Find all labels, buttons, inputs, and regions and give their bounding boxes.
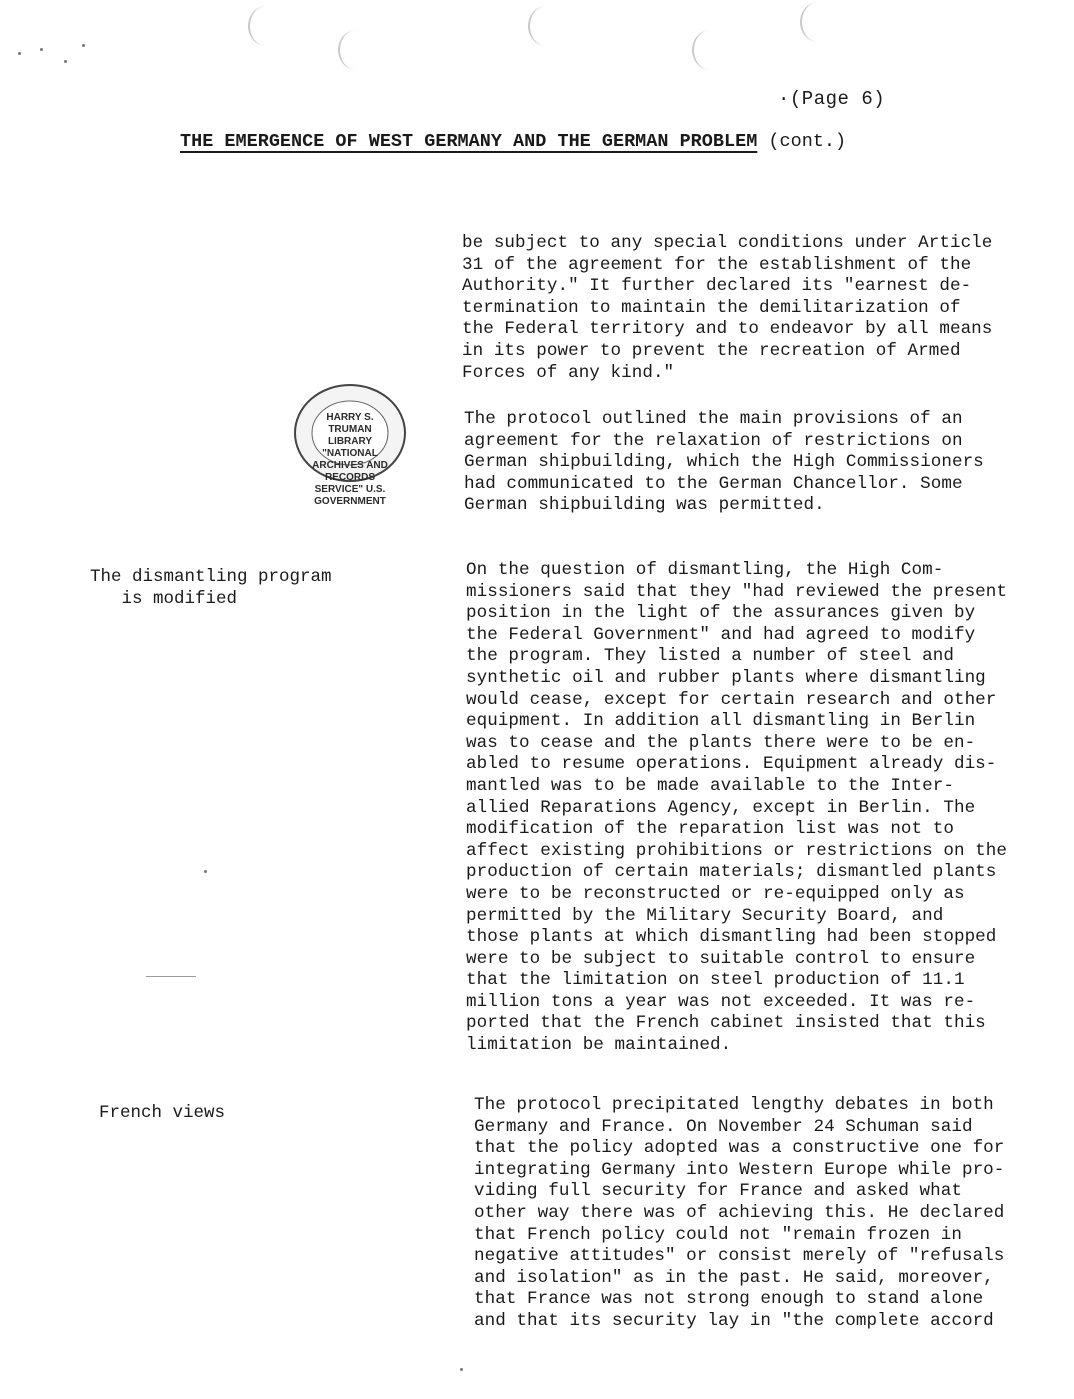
paper-speck (204, 870, 207, 873)
title-suffix: (cont.) (757, 131, 847, 152)
stamp-text: HARRY S. TRUMAN LIBRARY "NATIONAL ARCHIVES AND RECORDS SERVICE" U.S. GOVERNMENT (312, 412, 388, 507)
document-title (180, 131, 846, 152)
paper-speck (64, 60, 67, 63)
paragraph-french-views: The protocol precipitated lengthy debates in both Germany and France. On November 24 Schuman said that the policy adopted was a constructive one for integrating Germany into Western Europe while pro- viding full security for France and asked what other way there was of achieving this. He declared that French policy could not "remain frozen in negative attitudes" or consist merely of "refusals and isolation" as in the past. He said, moreover, that France was not strong enough to stand alone and that its security lay in "the complete accord (474, 1095, 1005, 1331)
punch-hole (248, 6, 284, 46)
archive-stamp (292, 382, 408, 507)
paragraph-shipbuilding: The protocol outlined the main provisions of an agreement for the relaxation of restrictions on German shipbuilding, which the High Commissioners had communicated to the German Chancellor. Some German shipbuilding was permitted. (464, 409, 984, 516)
punch-hole (800, 2, 836, 42)
punch-hole (528, 6, 564, 46)
paragraph-dismantling: On the question of dismantling, the High Com- missioners said that they "had reviewed the present position in the light of the assurances given by the Federal Government" and had agreed to modify the program. They listed a number of steel and synthetic oil and rubber plants where dismantling would cease, except for certain research and other equipment. In addition all dismantling in Berlin was to cease and the plants there were to be en- abled to resume operations. Equipment already dis- mantled was to be made available to the Inter- allied Reparations Agency, except in Berlin. The modification of the reparation list was not to affect existing prohibitions or restrictions on the production of certain materials; dismantled plants were to be reconstructed or re-equipped only as permitted by the Military Security Board, and those plants at which dismantling had been stopped were to be subject to suitable control to ensure that the limitation on steel production of 11.1 million tons a year was not exceeded. It was re- ported that the French cabinet insisted that this limitation be maintained. (466, 560, 1008, 1056)
paper-speck (18, 52, 21, 55)
page-number: ·(Page 6) (778, 88, 886, 110)
punch-hole (692, 30, 728, 70)
stray-mark (146, 976, 196, 977)
paper-speck (82, 44, 85, 47)
paper-speck (460, 1368, 463, 1371)
punch-hole (338, 30, 374, 70)
paragraph-article-31: be subject to any special conditions under Article 31 of the agreement for the establishment of the Authority." It further declared its "earnest de- termination to maintain the demilitarization of the Federal territory and to endeavor by all means in its power to prevent the recreation of Armed Forces of any kind." (462, 233, 993, 383)
title-main: THE EMERGENCE OF WEST GERMANY AND THE GERMAN PROBLEM (180, 131, 758, 152)
paper-speck (40, 48, 43, 51)
margin-note-dismantling: The dismantling program is modified (90, 567, 332, 609)
margin-note-french-views: French views (99, 1103, 226, 1123)
